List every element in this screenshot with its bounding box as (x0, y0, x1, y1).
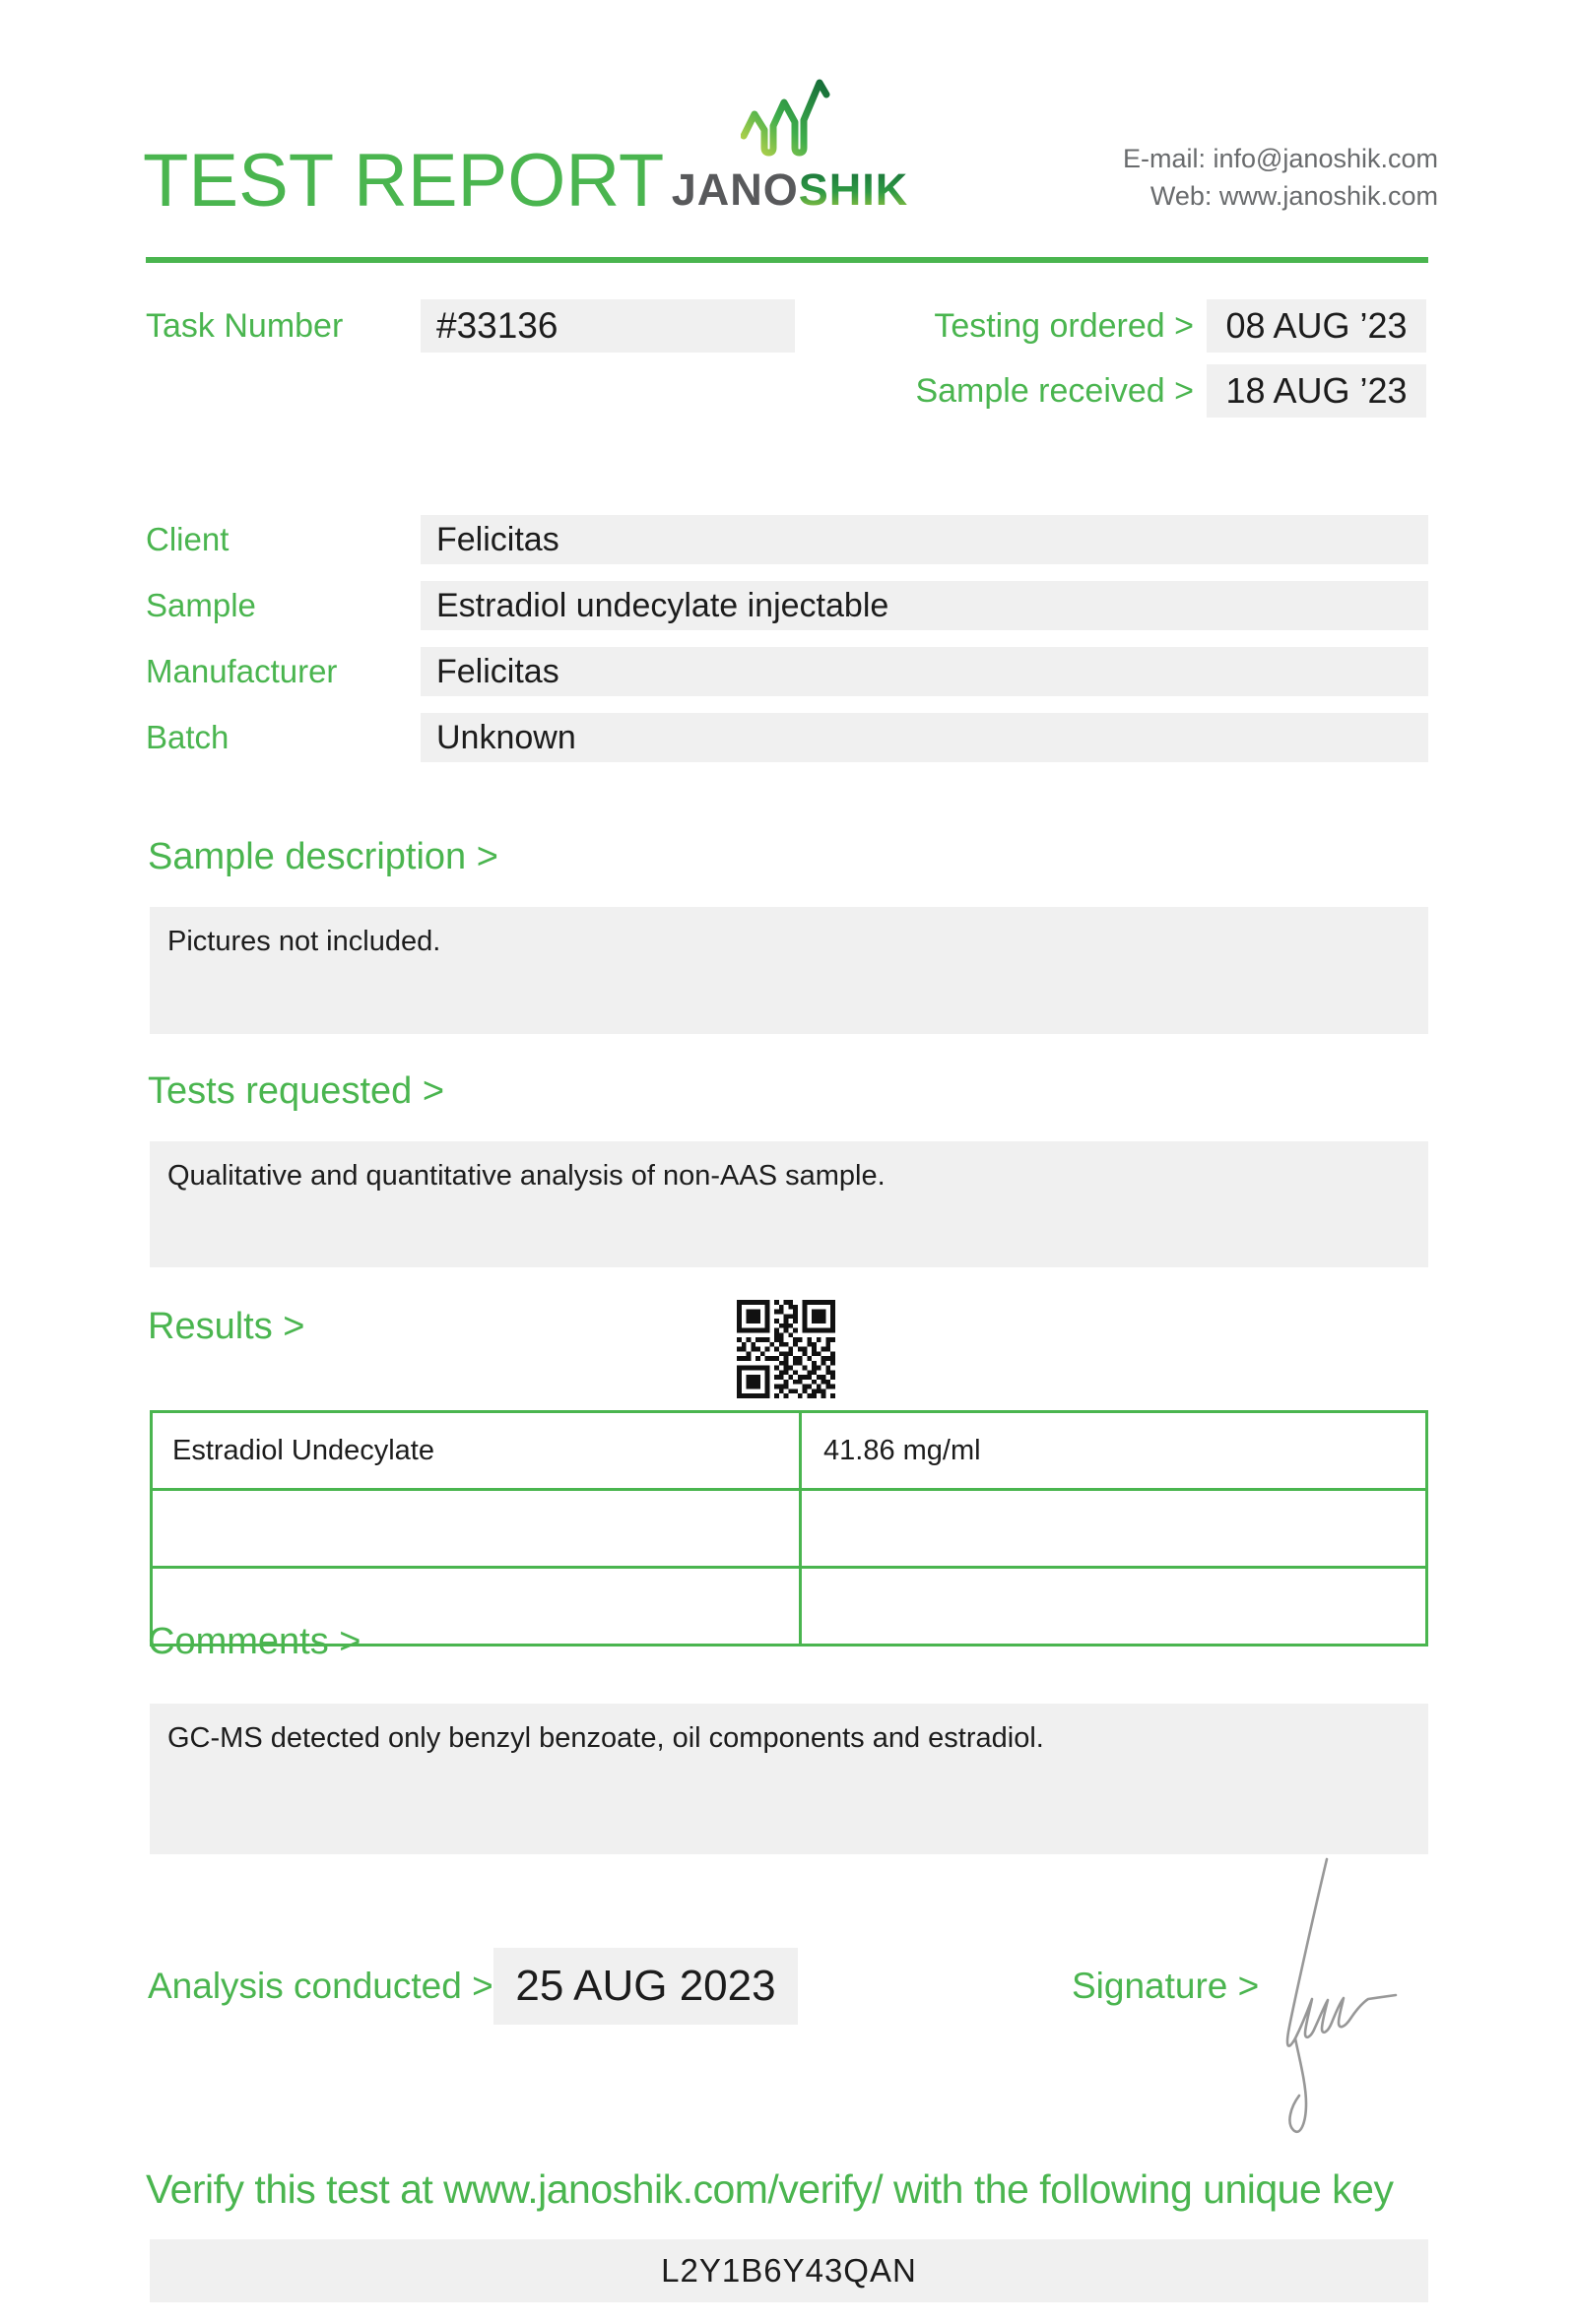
header-divider (146, 257, 1428, 263)
sample-received-value: 18 AUG ’23 (1207, 364, 1426, 418)
comments-text: GC-MS detected only benzyl benzoate, oil components and estradiol. (167, 1722, 1044, 1754)
tests-requested-heading: Tests requested > (148, 1070, 445, 1112)
manufacturer-label: Manufacturer (146, 653, 338, 689)
sample-label: Sample (146, 587, 256, 623)
unique-key-value: L2Y1B6Y43QAN (661, 2252, 917, 2289)
sample-value: Estradiol undecylate injectable (421, 581, 1428, 630)
logo-word-shik: SHIK (798, 164, 909, 215)
batch-value: Unknown (421, 713, 1428, 762)
results-row-value (802, 1569, 1425, 1644)
logo-wordmark (662, 164, 918, 215)
signature-label: Signature > (1072, 1966, 1260, 2006)
sample-description-box (150, 907, 1428, 1034)
tests-requested-box (150, 1141, 1428, 1267)
contact-web: Web: www.janoshik.com (1149, 181, 1438, 211)
logo-word-jano: JANO (671, 164, 799, 215)
results-table (150, 1410, 1428, 1646)
results-row-value (802, 1491, 1425, 1566)
testing-ordered-label: Testing ordered > (934, 307, 1194, 345)
results-row-value: 41.86 mg/ml (802, 1413, 1425, 1488)
task-number-value: #33136 (421, 299, 795, 353)
page-title: TEST REPORT (143, 139, 665, 223)
sample-description-heading: Sample description > (148, 836, 498, 877)
tests-requested-text: Qualitative and quantitative analysis of non-AAS sample. (167, 1160, 886, 1192)
results-row-analyte (153, 1491, 799, 1566)
manufacturer-value: Felicitas (421, 647, 1428, 696)
task-number-label: Task Number (146, 307, 344, 345)
comments-heading: Comments > (148, 1621, 361, 1662)
growth-chart-icon (741, 75, 835, 163)
client-label: Client (146, 521, 230, 557)
unique-key-box (150, 2239, 1428, 2302)
client-value: Felicitas (421, 515, 1428, 564)
verify-instruction: Verify this test at www.janoshik.com/verify/ with the following unique key (146, 2166, 1394, 2212)
signature-scribble (1266, 1849, 1443, 2150)
qr-code (737, 1300, 835, 1398)
analysis-conducted-label: Analysis conducted > (148, 1966, 493, 2006)
comments-box (150, 1704, 1428, 1854)
results-row-analyte: Estradiol Undecylate (153, 1413, 799, 1488)
results-heading: Results > (148, 1306, 305, 1347)
sample-received-label: Sample received > (915, 372, 1194, 410)
sample-description-text: Pictures not included. (167, 926, 441, 957)
contact-block (1123, 140, 1438, 215)
analysis-date-value: 25 AUG 2023 (493, 1948, 798, 2025)
testing-ordered-value: 08 AUG ’23 (1207, 299, 1426, 353)
contact-email: E-mail: info@janoshik.com (1122, 144, 1438, 173)
batch-label: Batch (146, 719, 230, 755)
